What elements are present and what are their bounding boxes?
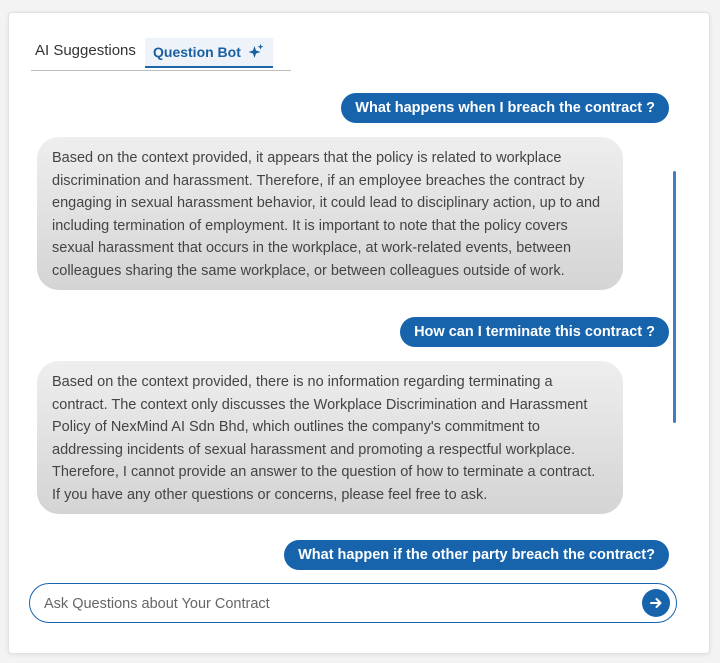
bot-message: Based on the context provided, there is no information regarding terminating a contract. The context only discusses the Workplace Discrimination and Harassment Policy of NexMind AI Sdn Bhd, which outlines the company's commitment to addressing incidents of sexual harassment and promoting a respectful workplace. Therefore, I cannot provide an answer to the question of how to terminate a contract. If you have any other questions or concerns, please feel free to ask. (37, 361, 623, 514)
user-message: How can I terminate this contract ? (400, 317, 669, 347)
tab-ai-suggestions[interactable]: AI Suggestions (35, 42, 136, 59)
bot-message: Based on the context provided, it appears that the policy is related to workplace discrimination and harassment. Therefore, if an employee breaches the contract by engaging in sexual harassment behavior, it could lead to disciplinary action, up to and including termination of employment. It is important to note that the policy covers sexual harassment that occurs in the workplace, at work-related events, between colleagues sharing the same workplace, or between colleagues outside of work. (37, 137, 623, 290)
user-message: What happens when I breach the contract ? (341, 93, 669, 123)
tab-question-bot-label: Question Bot (153, 44, 241, 60)
chat-thread (9, 13, 709, 653)
contract-assistant-panel (8, 12, 710, 654)
user-message: What happen if the other party breach the contract? (284, 540, 669, 570)
question-input-box (29, 583, 677, 623)
send-button[interactable] (642, 589, 670, 617)
arrow-right-icon (649, 596, 663, 610)
question-input[interactable] (42, 591, 636, 617)
chat-scrollbar[interactable] (673, 171, 676, 423)
